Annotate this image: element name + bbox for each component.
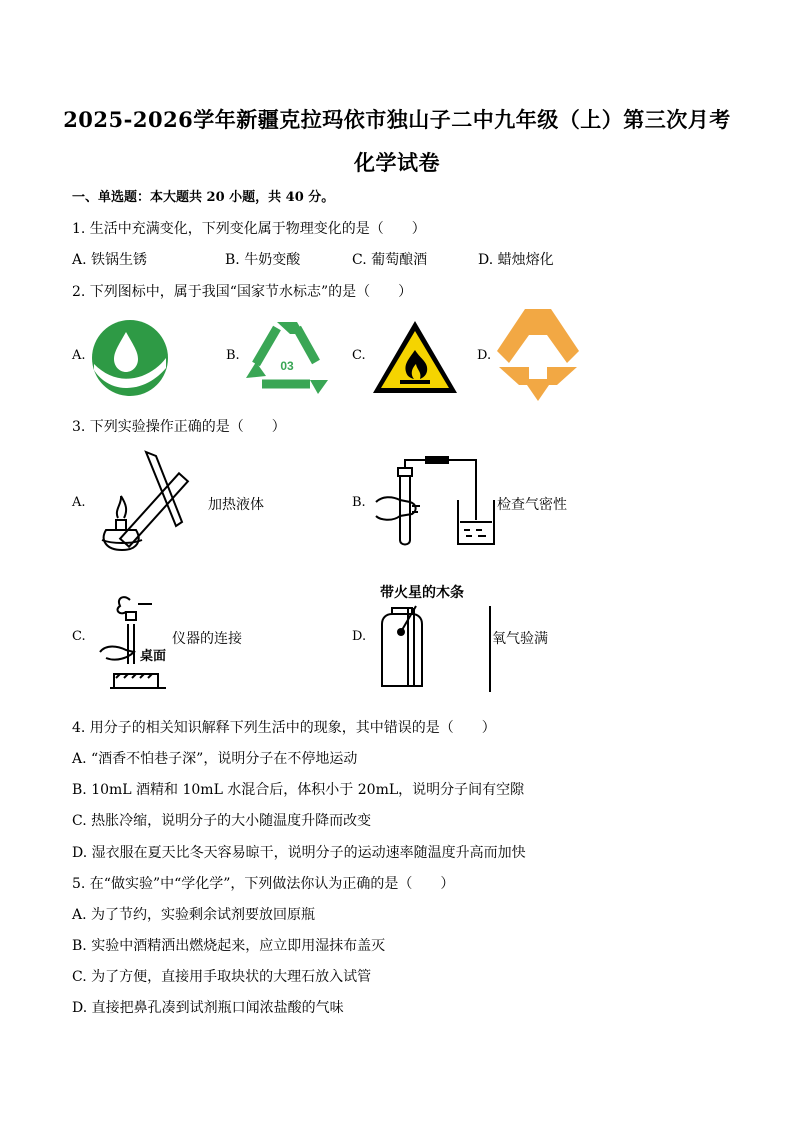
question-2-label-b: B. (226, 348, 240, 363)
question-5-option-d: D. 直接把鼻孔凑到试剂瓶口闻浓盐酸的气味 (72, 1000, 344, 1016)
water-saving-logo-icon (90, 318, 170, 398)
splint-label: 带火星的木条 (380, 585, 464, 601)
heating-liquid-diagram (92, 444, 212, 554)
question-4-option-d: D. 湿衣服在夏天比冬天容易晾干，说明分子的运动速率随温度升高而加快 (72, 845, 526, 861)
question-4-stem: 4. 用分子的相关知识解释下列生活中的现象，其中错误的是（ ） (72, 720, 496, 736)
orange-arrows-icon (495, 307, 581, 403)
question-3-label-d: D. (352, 629, 367, 644)
question-3-caption-d: 氧气验满 (492, 631, 548, 647)
oxygen-full-test-diagram (372, 604, 502, 694)
exam-title-line1: 2025-2026学年新疆克拉玛依市独山子二中九年级（上）第三次月考 (63, 107, 731, 132)
question-3-caption-a: 加热液体 (208, 497, 264, 513)
recycle-code-text: 03 (280, 359, 294, 373)
question-4-option-b: B. 10mL 酒精和 10mL 水混合后，体积小于 20mL，说明分子间有空隙 (72, 782, 525, 798)
question-1-option-b: B. 牛奶变酸 (225, 252, 301, 268)
question-1-stem: 1. 生活中充满变化，下列变化属于物理变化的是（ ） (72, 221, 426, 237)
airtightness-check-diagram (372, 456, 502, 548)
question-1-option-a: A. 铁锅生锈 (72, 252, 148, 268)
question-2-label-a: A. (72, 348, 86, 363)
question-2-label-d: D. (477, 348, 492, 363)
question-1-option-c: C. 葡萄酿酒 (352, 252, 428, 268)
question-1-option-d: D. 蜡烛熔化 (478, 252, 554, 268)
question-3-caption-c: 仪器的连接 (172, 631, 242, 647)
question-2-stem: 2. 下列图标中，属于我国“国家节水标志”的是（ ） (72, 284, 413, 300)
exam-title-line2: 化学试卷 (354, 150, 440, 175)
flammable-warning-icon (370, 318, 460, 396)
question-3-label-c: C. (72, 629, 86, 644)
question-2-label-c: C. (352, 348, 366, 363)
question-4-option-a: A. “酒香不怕巷子深”，说明分子在不停地运动 (72, 751, 358, 767)
instrument-connection-diagram (94, 590, 174, 690)
question-3-label-b: B. (352, 495, 366, 510)
question-5-option-b: B. 实验中酒精洒出燃烧起来，应立即用湿抹布盖灭 (72, 938, 386, 954)
desk-label: 桌面 (140, 649, 167, 664)
question-3-caption-b: 检查气密性 (497, 497, 567, 513)
question-5-stem: 5. 在“做实验”中“学化学”，下列做法你认为正确的是（ ） (72, 876, 455, 892)
question-5-option-c: C. 为了方便，直接用手取块状的大理石放入试管 (72, 969, 372, 985)
question-3-label-a: A. (72, 495, 86, 510)
question-3-stem: 3. 下列实验操作正确的是（ ） (72, 419, 286, 435)
recycle-icon (244, 318, 330, 394)
question-5-option-a: A. 为了节约，实验剩余试剂要放回原瓶 (72, 907, 316, 923)
section-heading: 一、单选题：本大题共 20 小题，共 40 分。 (72, 190, 335, 205)
question-4-option-c: C. 热胀冷缩，说明分子的大小随温度升降而改变 (72, 813, 372, 829)
